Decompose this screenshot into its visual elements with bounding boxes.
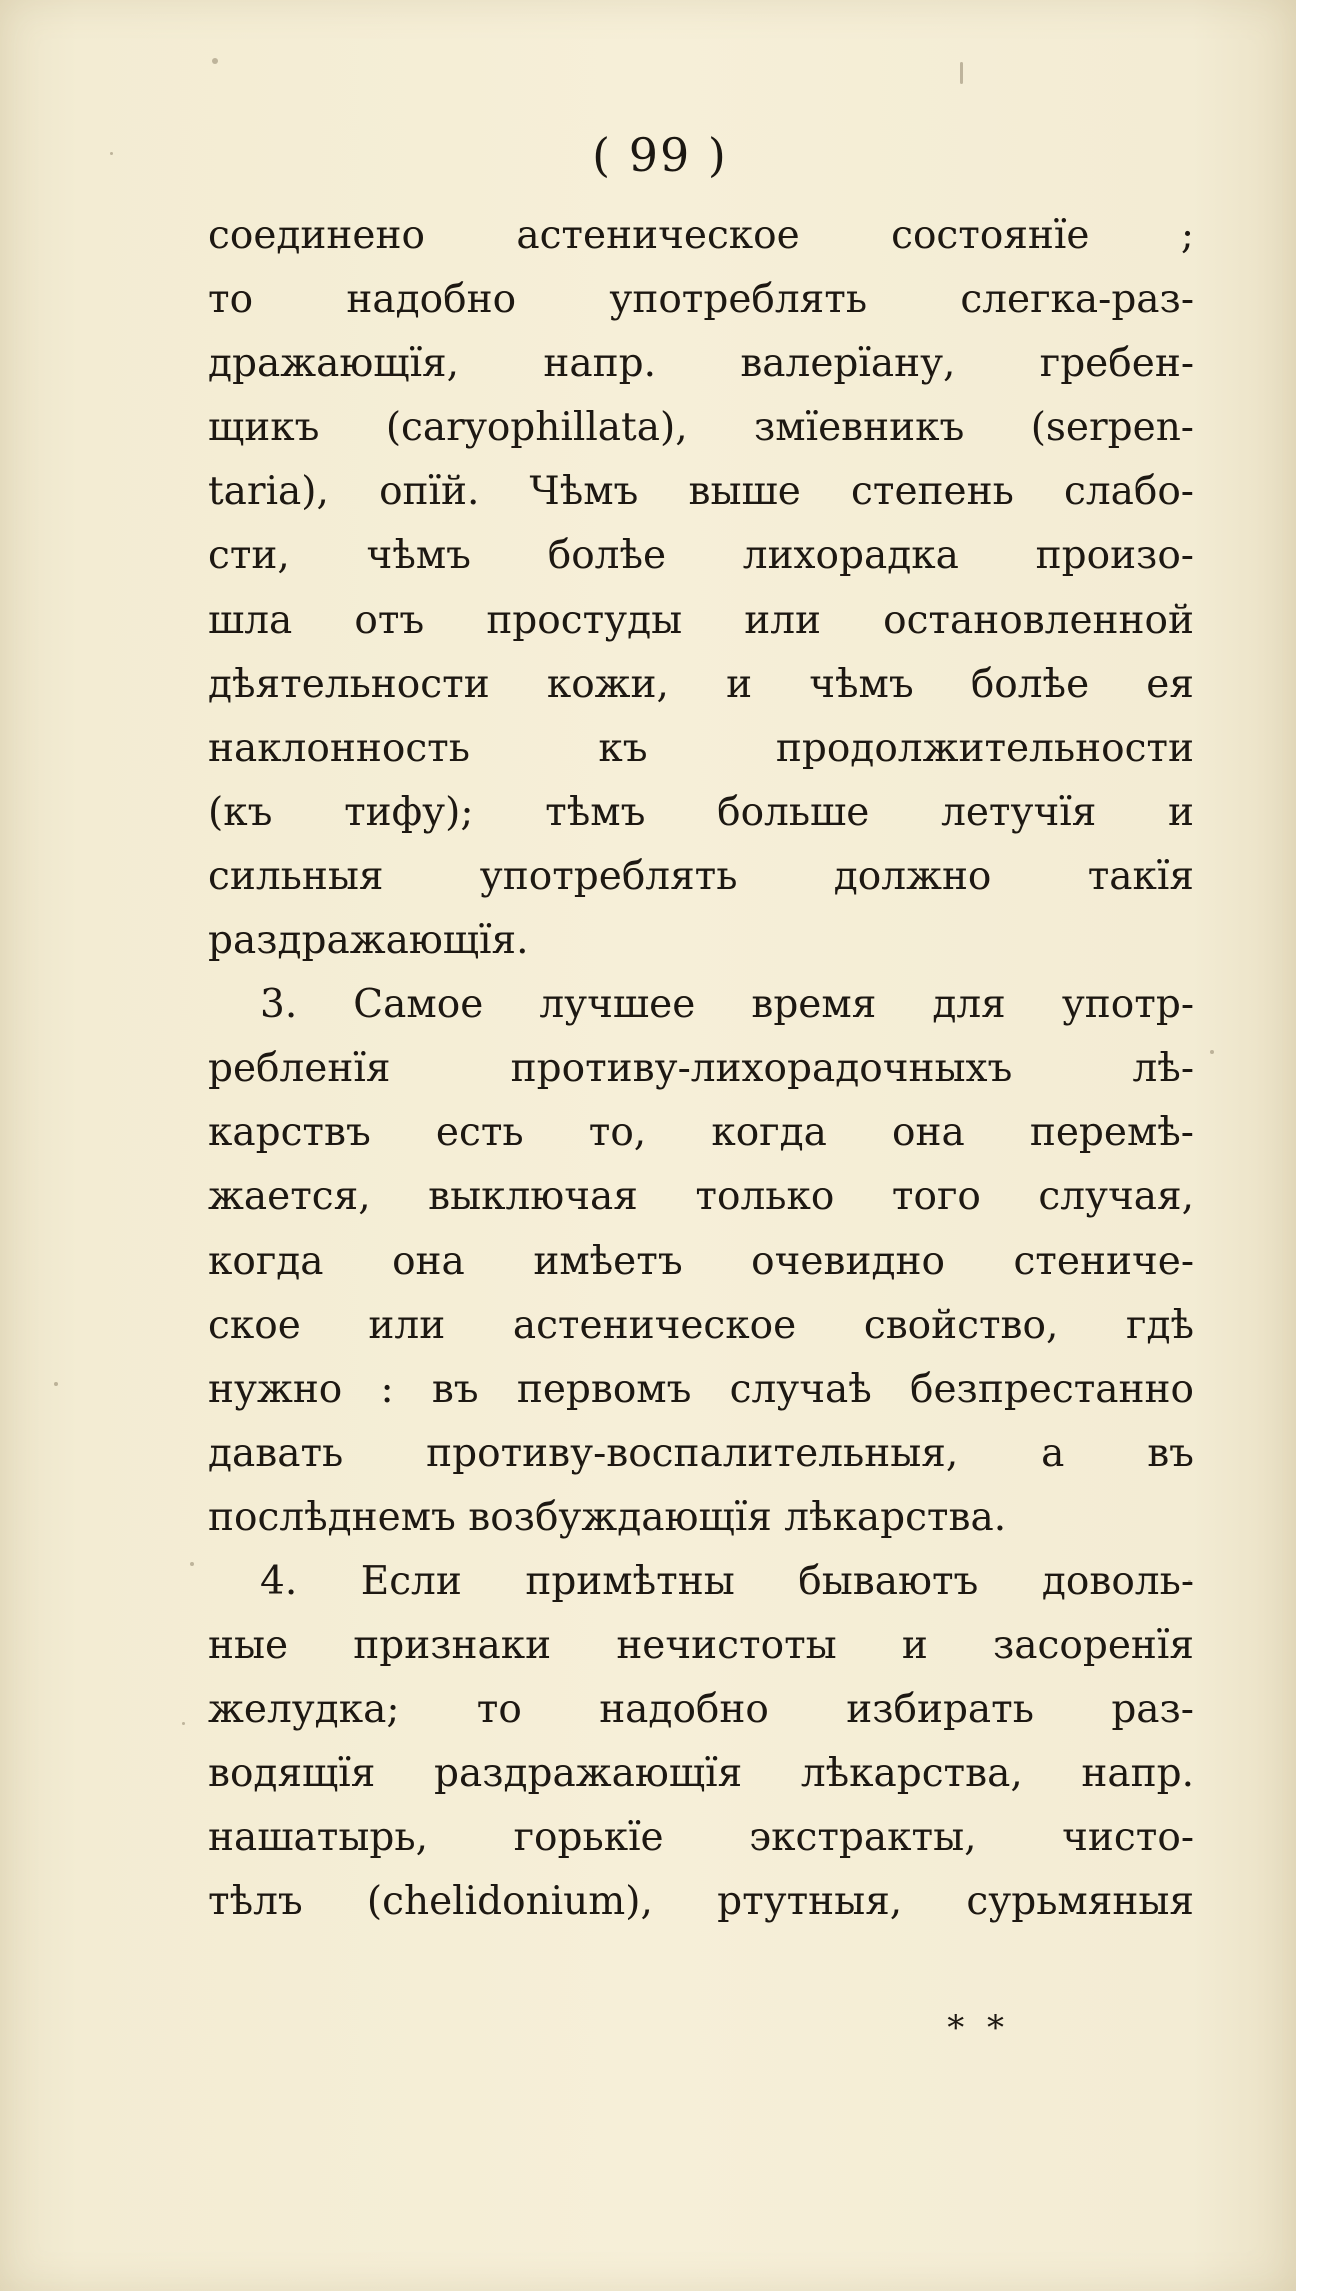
text-line: нужно : въ первомъ случаѣ безпрестанно xyxy=(208,1366,1194,1412)
text-line: давать противу-воспалительныя, а въ xyxy=(208,1430,1194,1476)
text-line: раздражающїя. xyxy=(208,918,529,964)
text-line: ребленїя противу-лихорадочныхъ лѣ- xyxy=(208,1046,1194,1092)
paragraph-start: 3. Самое лучшее время для употр- xyxy=(260,982,1194,1028)
text-line: ское или астеническое свойство, гдѣ xyxy=(208,1302,1194,1348)
paper-speck xyxy=(182,1722,185,1725)
page-number: ( 99 ) xyxy=(592,128,728,182)
text-line: соединено астеническое состоянїе ; xyxy=(208,213,1194,258)
text-line: дѣятельности кожи, и чѣмъ болѣе ея xyxy=(208,661,1194,707)
text-line: жается, выключая только того случая, xyxy=(208,1174,1194,1220)
text-line: (къ тифу); тѣмъ больше летучїя и xyxy=(208,789,1194,835)
text-line: то надобно употреблять слегка-раз- xyxy=(208,277,1194,323)
text-line: дражающїя, напр. валерїану, гребен- xyxy=(208,341,1194,387)
body-text xyxy=(208,204,1194,1935)
text-line: наклонность къ продолжительности xyxy=(208,725,1194,771)
paragraph-start: 4. Если примѣтны бываютъ доволь- xyxy=(260,1558,1194,1604)
paper-speck xyxy=(190,1562,194,1566)
signature-mark: * * xyxy=(947,2008,1010,2048)
text-line: ные признаки нечистоты и засоренїя xyxy=(208,1623,1194,1669)
text-line: желудка; то надобно избирать раз- xyxy=(208,1687,1194,1733)
text-line: сильныя употреблять должно такїя xyxy=(208,853,1194,899)
paper-speck xyxy=(960,62,963,84)
paper-speck xyxy=(1210,1050,1214,1054)
text-line: нашатырь, горькїе экстракты, чисто- xyxy=(208,1815,1194,1861)
paper-speck xyxy=(54,1382,58,1386)
text-line: послѣднемъ возбуждающїя лѣкарства. xyxy=(208,1494,1007,1540)
text-line: taria), опїй. Чѣмъ выше степень слабо- xyxy=(208,469,1194,515)
text-line: тѣлъ (chelidonium), ртутныя, сурьмяныя xyxy=(208,1879,1194,1925)
text-line: щикъ (caryophillata), змїевникъ (serpen- xyxy=(208,405,1194,451)
paper-speck xyxy=(212,58,218,64)
text-line: водящїя раздражающїя лѣкарства, напр. xyxy=(208,1751,1194,1797)
scan-margin xyxy=(1296,0,1320,2291)
text-line: когда она имѣетъ очевидно стениче- xyxy=(208,1238,1194,1284)
text-line: карствъ есть то, когда она перемѣ- xyxy=(208,1110,1194,1156)
text-line: сти, чѣмъ болѣе лихорадка произо- xyxy=(208,533,1194,579)
text-line: шла отъ простуды или остановленной xyxy=(208,597,1194,643)
